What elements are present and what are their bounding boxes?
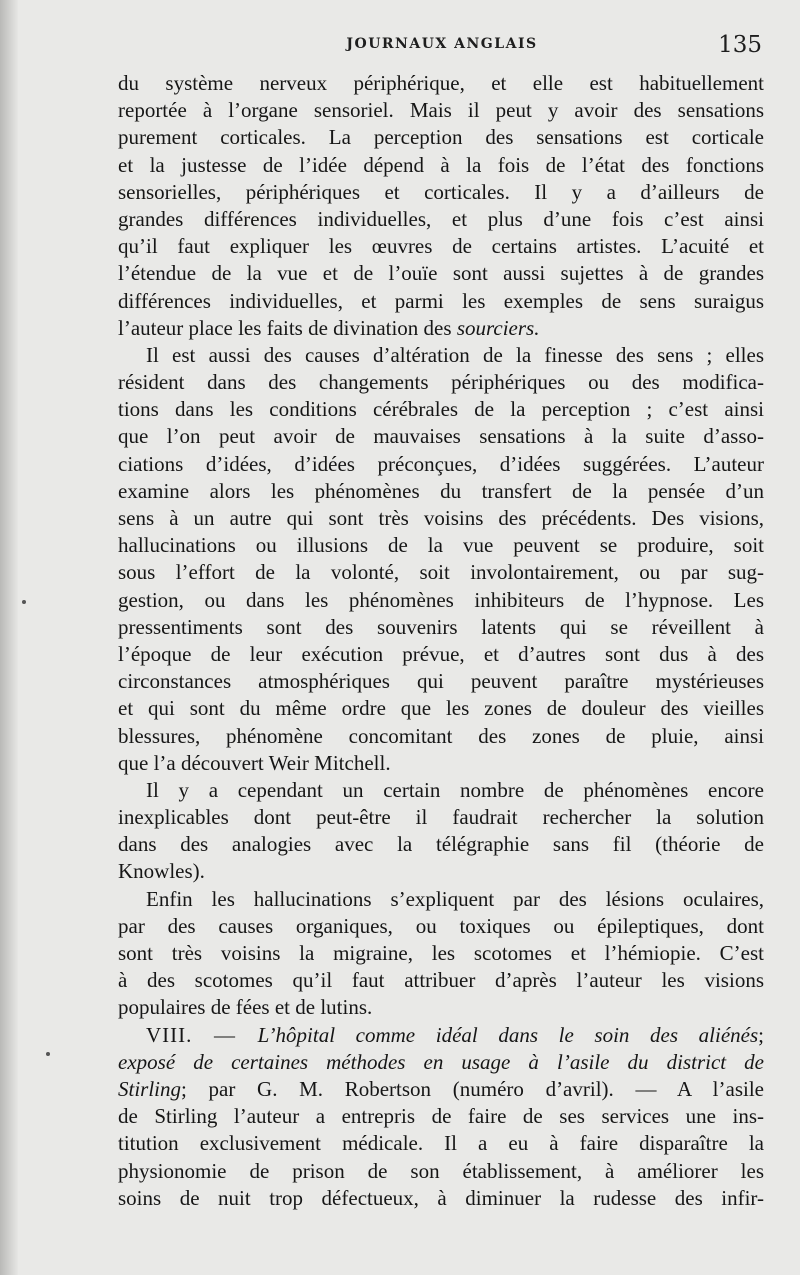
text-line: sensorielles, périphériques et corticales. Il y a d’ailleurs de [118, 179, 764, 204]
text-line: examine alors les phénomènes du transfert de la pensée d’un [118, 478, 764, 503]
text-line: sens à un autre qui sont très voisins des précédents. Des visions, [118, 506, 764, 530]
section-number: VIII. — [146, 1022, 258, 1047]
text-line: qu’il faut expliquer les œuvres de certains artistes. L’acuité et [118, 234, 764, 259]
paragraph-first-line: Enfin les hallucinations s’expliquent par des lésions oculaires, [146, 886, 764, 911]
italic-term: Stirling [118, 1076, 182, 1101]
text-fragment: ; [758, 1022, 764, 1047]
text-line: physionomie de prison de son établissement, à améliorer les [118, 1158, 764, 1183]
text-line: reportée à l’organe sensoriel. Mais il peut y avoir des sensations [118, 98, 764, 123]
page-gutter-shadow [0, 0, 18, 1275]
text-line: de Stirling l’auteur a entrepris de faire de ses services une ins- [118, 1104, 764, 1129]
text-line: sous l’effort de la volonté, soit involontairement, ou par sug- [118, 560, 764, 585]
text-line: du système nerveux périphérique, et elle est habituellement [118, 71, 764, 95]
text-line: purement corticales. La perception des sensations est corticale [118, 125, 764, 150]
paragraph-first-line: Il y a cependant un certain nombre de phénomènes encore [146, 777, 764, 802]
text-line: inexplicables dont peut-être il faudrait rechercher la solution [118, 805, 764, 830]
text-line: Knowles). [118, 859, 205, 884]
text-line: l’époque de leur exécution prévue, et d’autres sont dus à des [118, 641, 764, 666]
text-fragment: ; par G. M. Robertson (numéro d’avril). — A l’asile [181, 1076, 764, 1101]
paper-speck [22, 600, 26, 604]
text-line [118, 1076, 764, 1103]
text-line: grandes différences individuelles, et plus d’une fois c’est ainsi [118, 206, 764, 231]
text-line: circonstances atmosphériques qui peuvent paraître mystérieuses [118, 669, 764, 694]
text-line: tions dans les conditions cérébrales de la perception ; c’est ainsi [118, 397, 764, 422]
text-line: que l’a découvert Weir Mitchell. [118, 750, 391, 775]
running-title: JOURNAUX ANGLAIS [346, 36, 538, 52]
text-line: que l’on peut avoir de mauvaises sensations à la suite d’asso- [118, 424, 764, 449]
text-line: hallucinations ou illusions de la vue peuvent se produire, soit [118, 533, 764, 558]
text-line: gestion, ou dans les phénomènes inhibiteurs de l’hypnose. Les [118, 587, 764, 612]
section-heading-line [118, 1022, 764, 1049]
text-line: par des causes organiques, ou toxiques ou épileptiques, dont [118, 913, 764, 938]
text-line: sont très voisins la migraine, les scotomes et l’hémiopie. C’est [118, 941, 764, 965]
running-head [118, 34, 766, 62]
text-line: résident dans des changements périphériques ou des modifica- [118, 370, 764, 395]
text-fragment: l’auteur place les faits de divination des [118, 315, 457, 340]
text-line: et qui sont du même ordre que les zones de douleur des vieilles [118, 696, 764, 721]
text-line: et la justesse de l’idée dépend à la fois de l’état des fonctions [118, 152, 764, 177]
text-line: blessures, phénomène concomitant des zones de pluie, ainsi [118, 723, 764, 748]
text-line: différences individuelles, et parmi les exemples de sens suraigus [118, 288, 764, 313]
italic-term: sourciers. [456, 315, 540, 340]
text-line: titution exclusivement médicale. Il a eu à faire disparaître la [118, 1131, 764, 1156]
text-line: populaires de fées et de lutins. [118, 995, 373, 1020]
body-text [118, 70, 764, 1212]
text-line: dans des analogies avec la télégraphie sans fil (théorie de [118, 832, 764, 857]
text-line: soins de nuit trop défectueux, à diminuer la rudesse des infir- [118, 1185, 764, 1210]
text-line [118, 315, 764, 342]
paragraph-first-line: Il est aussi des causes d’altération de la finesse des sens ; elles [146, 342, 764, 367]
section-subtitle-line: exposé de certaines méthodes en usage à l’asile du district de [118, 1049, 764, 1074]
text-line: pressentiments sont des souvenirs latents qui se réveillent à [118, 614, 764, 639]
paper-speck [46, 1052, 50, 1056]
page-number: 135 [718, 32, 762, 58]
text-line: à des scotomes qu’il faut attribuer d’après l’auteur les visions [118, 968, 764, 993]
text-line: l’étendue de la vue et de l’ouïe sont aussi sujettes à de grandes [118, 261, 764, 286]
text-line: ciations d’idées, d’idées préconçues, d’idées suggérées. L’auteur [118, 451, 764, 476]
section-title: L’hôpital comme idéal dans le soin des aliénés [257, 1022, 759, 1047]
